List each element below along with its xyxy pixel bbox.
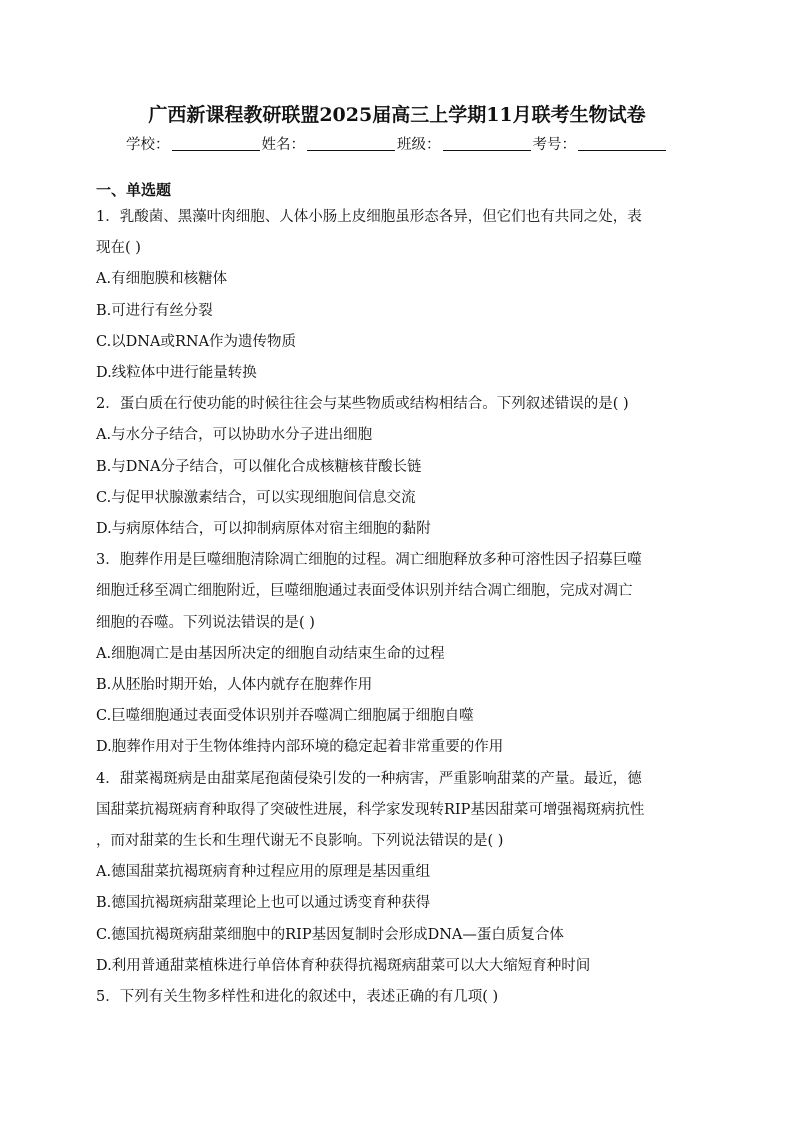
- page-title: 广西新课程教研联盟2025届高三上学期11月联考生物试卷: [148, 104, 646, 126]
- name-blank[interactable]: [307, 135, 395, 151]
- question-2-stem-line-1: 2．蛋白质在行使功能的时候往往会与某些物质或结构相结合。下列叙述错误的是( ): [96, 396, 629, 413]
- question-4-stem-line-1: 4．甜菜褐斑病是由甜菜尾孢菌侵染引发的一种病害，严重影响甜菜的产量。最近，德: [96, 770, 642, 787]
- question-1: [96, 202, 700, 389]
- question-4-option-d[interactable]: D.利用普通甜菜植株进行单倍体育种获得抗褐斑病甜菜可以大大缩短育种时间: [96, 957, 591, 974]
- question-4-stem-line-3: ，而对甜菜的生长和生理代谢无不良影响。下列说法错误的是( ): [96, 833, 504, 850]
- number-label: 考号：: [532, 137, 576, 153]
- school-blank[interactable]: [172, 135, 260, 151]
- question-1-option-a[interactable]: A.有细胞膜和核糖体: [96, 271, 228, 288]
- question-3-stem-line-1: 3．胞葬作用是巨噬细胞清除凋亡细胞的过程。凋亡细胞释放多种可溶性因子招募巨噬: [96, 552, 642, 569]
- question-2: [96, 389, 700, 545]
- question-4-stem-line-2: 国甜菜抗褐斑病育种取得了突破性进展，科学家发现转RIP基因甜菜可增强褐斑病抗性: [96, 801, 645, 818]
- question-1-stem-line-2: 现在( ): [96, 240, 141, 257]
- question-4-option-a[interactable]: A.德国甜菜抗褐斑病育种过程应用的原理是基因重组: [96, 864, 431, 881]
- question-3-option-d[interactable]: D.胞葬作用对于生物体维持内部环境的稳定起着非常重要的作用: [96, 739, 504, 756]
- question-5-stem-line-1: 5．下列有关生物多样性和进化的叙述中，表述正确的有几项( ): [96, 989, 499, 1006]
- name-label: 姓名：: [261, 137, 305, 153]
- class-blank[interactable]: [443, 135, 531, 151]
- question-1-option-b[interactable]: B.可进行有丝分裂: [96, 302, 213, 319]
- question-3-option-b[interactable]: B.从胚胎时期开始，人体内就存在胞葬作用: [96, 677, 373, 694]
- question-2-option-b[interactable]: B.与DNA分子结合，可以催化合成核糖核苷酸长链: [96, 458, 422, 475]
- question-4: [96, 764, 700, 982]
- question-3-option-c[interactable]: C.巨噬细胞通过表面受体识别并吞噬凋亡细胞属于细胞自噬: [96, 708, 474, 725]
- question-1-option-d[interactable]: D.线粒体中进行能量转换: [96, 365, 257, 382]
- question-2-option-a[interactable]: A.与水分子结合，可以协助水分子进出细胞: [96, 427, 373, 444]
- question-3-stem-line-2: 细胞迁移至凋亡细胞附近，巨噬细胞通过表面受体识别并结合凋亡细胞，完成对凋亡: [96, 583, 633, 600]
- section-heading: 一、单选题: [96, 181, 172, 199]
- question-3: [96, 545, 700, 763]
- question-2-option-d[interactable]: D.与病原体结合，可以抑制病原体对宿主细胞的黏附: [96, 521, 431, 538]
- question-4-option-c[interactable]: C.德国抗褐斑病甜菜细胞中的RIP基因复制时会形成DNA—蛋白质复合体: [96, 926, 564, 943]
- question-3-option-a[interactable]: A.细胞凋亡是由基因所决定的细胞自动结束生命的过程: [96, 645, 445, 662]
- class-label: 班级：: [397, 137, 441, 153]
- question-list: [96, 178, 700, 1013]
- question-5: [96, 982, 700, 1013]
- student-info-row: [0, 134, 794, 156]
- school-label: 学校：: [126, 137, 170, 153]
- question-4-option-b[interactable]: B.德国抗褐斑病甜菜理论上也可以通过诱变育种获得: [96, 895, 431, 912]
- number-blank[interactable]: [578, 135, 666, 151]
- question-1-stem-line-1: 1．乳酸菌、黑藻叶肉细胞、人体小肠上皮细胞虽形态各异，但它们也有共同之处，表: [96, 209, 642, 225]
- question-3-stem-line-3: 细胞的吞噬。下列说法错误的是( ): [96, 614, 315, 631]
- question-1-option-c[interactable]: C.以DNA或RNA作为遗传物质: [96, 333, 297, 350]
- question-2-option-c[interactable]: C.与促甲状腺激素结合，可以实现细胞间信息交流: [96, 489, 416, 506]
